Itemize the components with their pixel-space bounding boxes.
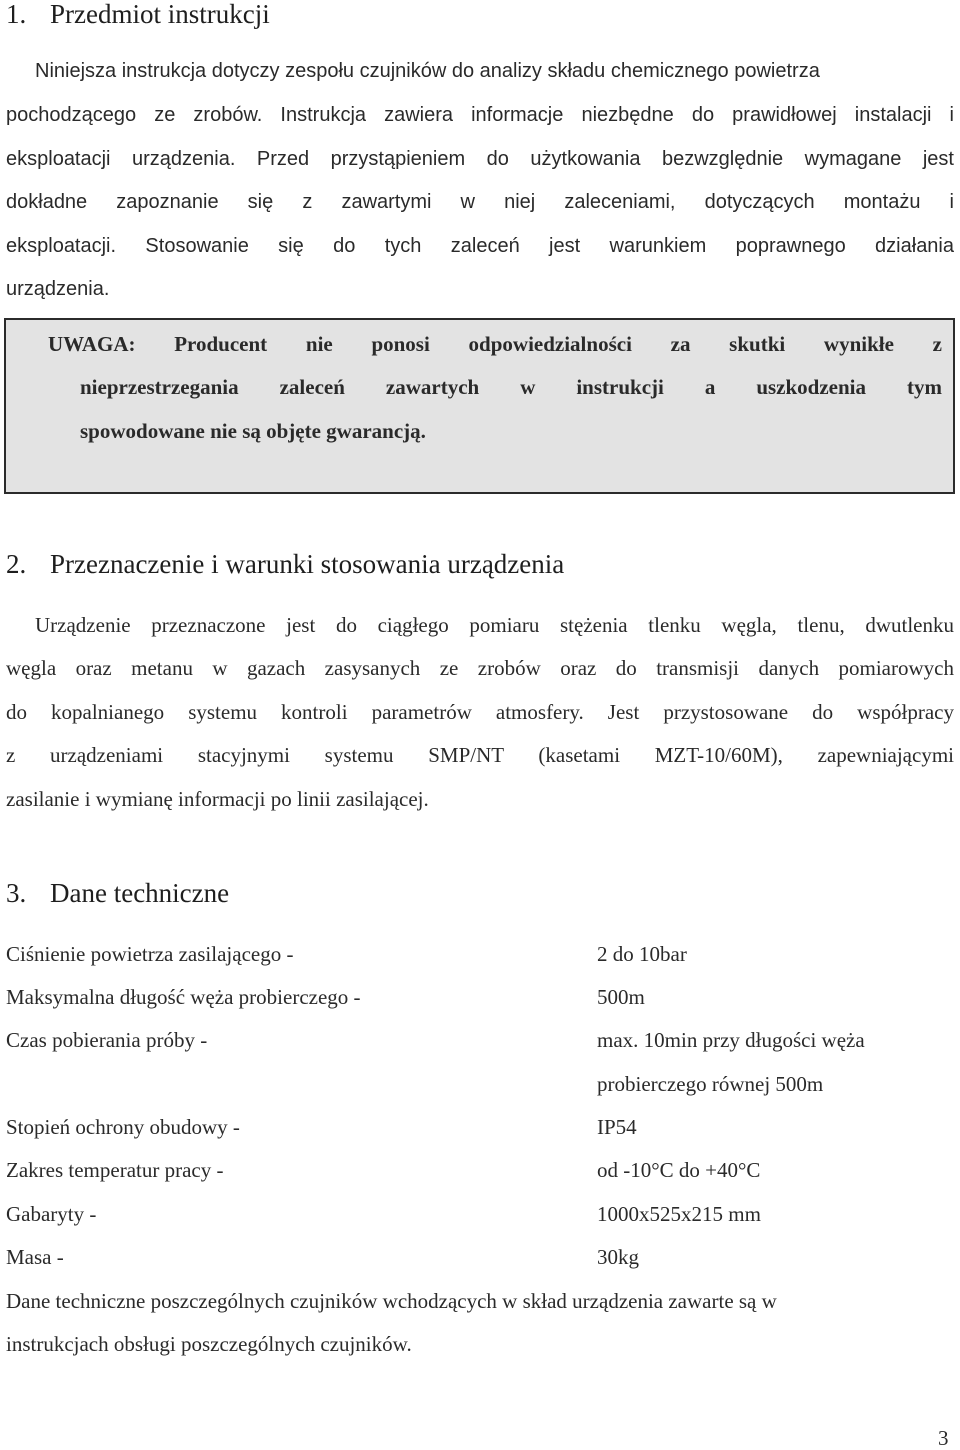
spec-value-continuation: probierczego równej 500m [597,1072,824,1096]
spec-label: Ciśnienie powietrza zasilającego - [6,942,294,966]
section-1-heading [6,0,270,30]
section-2-line: Urządzenie przeznaczone jest do ciągłego pomiaru stężenia tlenku węgla, tlenu, dwutlenku [35,613,954,637]
section-2-number: 2. [6,549,27,579]
warning-line: spowodowane nie są objęte gwarancją. [80,419,426,443]
spec-value: 30kg [597,1245,639,1269]
page-number: 3 [938,1426,949,1450]
section-1-line: eksploatacji. Stosowanie się do tych zaleceń jest warunkiem poprawnego działania [6,235,954,257]
section-1-line: pochodzącego ze zrobów. Instrukcja zawiera informacje niezbędne do prawidłowej instalacji i [6,104,954,126]
section-2-line: do kopalnianego systemu kontroli parametrów atmosfery. Jest przystosowane do współpracy [6,700,954,724]
spec-value: 500m [597,985,645,1009]
section-3-footer-line: instrukcjach obsługi poszczególnych czujników. [6,1332,412,1356]
spec-label: Maksymalna długość węża probierczego - [6,985,361,1009]
section-1-line: urządzenia. [6,278,110,300]
spec-value: IP54 [597,1115,637,1139]
spec-label: Masa - [6,1245,64,1269]
section-3-heading [6,877,229,909]
warning-line: nieprzestrzegania zaleceń zawartych w instrukcji a uszkodzenia tym [80,375,942,399]
spec-label: Zakres temperatur pracy - [6,1158,224,1182]
spec-value: 1000x525x215 mm [597,1202,761,1226]
section-2-heading [6,548,564,580]
section-3-number: 3. [6,878,27,908]
section-2-line: zasilanie i wymianę informacji po linii zasilającej. [6,787,429,811]
section-3-footer-line: Dane techniczne poszczególnych czujników wchodzących w skład urządzenia zawarte są w [6,1289,777,1313]
spec-label: Stopień ochrony obudowy - [6,1115,240,1139]
section-2-title: Przeznaczenie i warunki stosowania urządzenia [50,549,565,579]
section-2-line: z urządzeniami stacyjnymi systemu SMP/NT (kasetami MZT-10/60M), zapewniającymi [6,743,954,767]
section-1-line: Niniejsza instrukcja dotyczy zespołu czujników do analizy składu chemicznego powietrza [35,60,820,82]
section-1-number: 1. [6,0,27,29]
section-2-line: węgla oraz metanu w gazach zasysanych ze zrobów oraz do transmisji danych pomiarowych [6,656,954,680]
spec-label: Gabaryty - [6,1202,97,1226]
spec-value: 2 do 10bar [597,942,687,966]
section-1-title: Przedmiot instrukcji [50,0,270,29]
section-1-line: dokładne zapoznanie się z zawartymi w niej zaleceniami, dotyczących montażu i [6,191,954,213]
section-3-title: Dane techniczne [50,878,230,908]
warning-line: UWAGA: Producent nie ponosi odpowiedzialności za skutki wynikłe z [48,332,942,356]
spec-value: od -10°C do +40°C [597,1158,761,1182]
spec-value: max. 10min przy długości węża [597,1028,865,1052]
spec-label: Czas pobierania próby - [6,1028,208,1052]
section-1-line: eksploatacji urządzenia. Przed przystąpieniem do użytkowania bezwzględnie wymagane jest [6,148,954,170]
